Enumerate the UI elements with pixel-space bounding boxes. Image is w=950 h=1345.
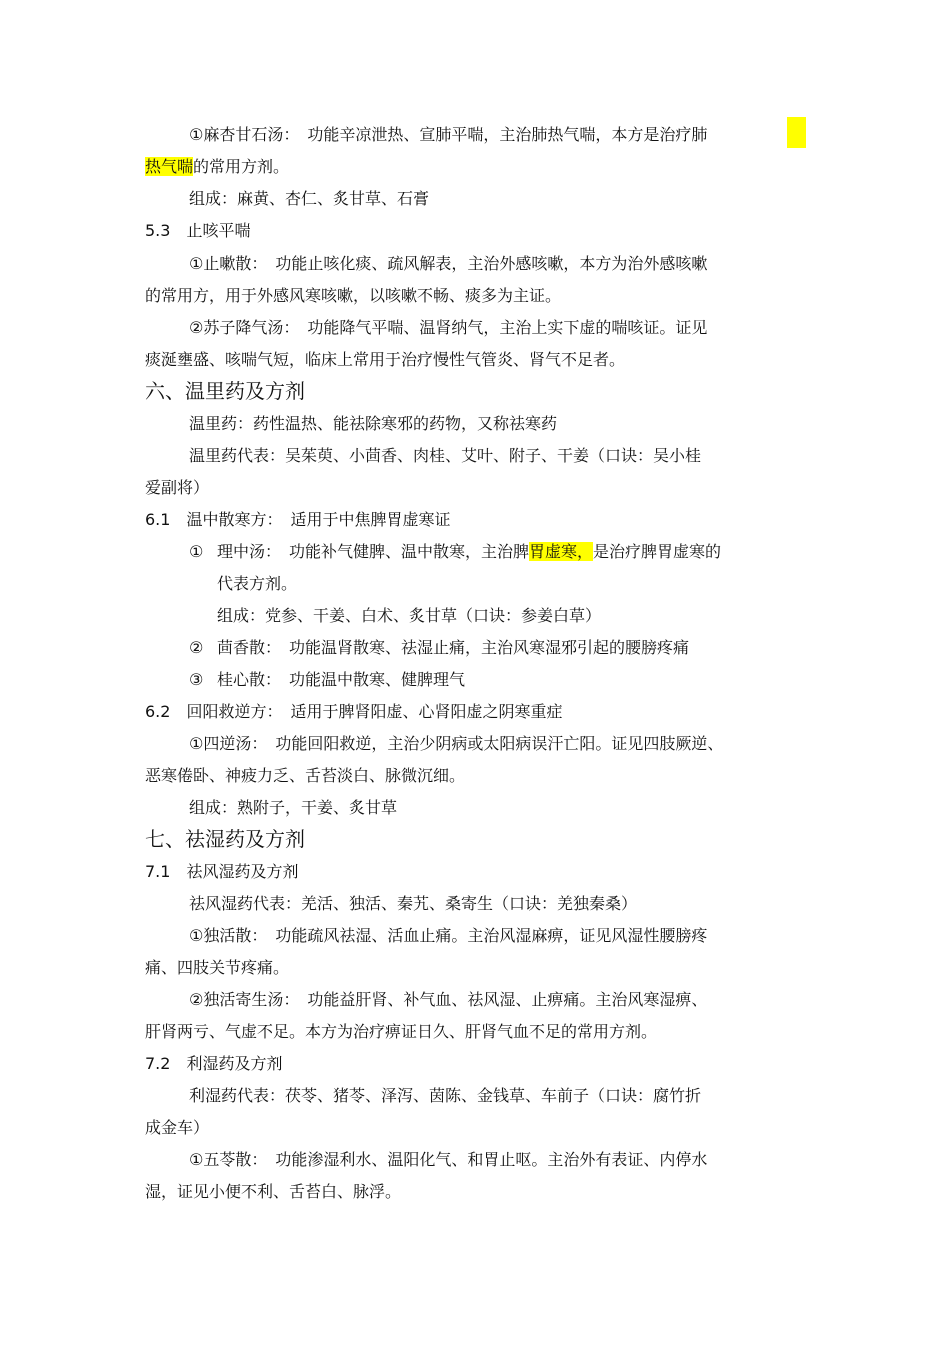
- text-line: ①独活散： 功能疏风祛湿、活血止痛。主治风湿麻痹，证见风湿性腰膀疼: [189, 926, 708, 945]
- text-line: [145, 156, 289, 178]
- text-line: ①四逆汤： 功能回阳救逆，主治少阴病或太阳病误汗亡阳。证见四肢厥逆、: [189, 734, 724, 753]
- section-heading: 6.1 温中散寒方： 适用于中焦脾胃虚寒证: [145, 510, 451, 529]
- list-number: ③: [189, 670, 204, 689]
- text-line: 痛、四肢关节疼痛。: [145, 958, 290, 977]
- text-line: 组成：熟附子，干姜、炙甘草: [189, 798, 398, 817]
- text-line: 温里药代表：吴茱萸、小茴香、肉桂、艾叶、附子、干姜（口诀：吴小桂: [189, 446, 702, 465]
- text-line: 祛风湿药代表：羌活、独活、秦艽、桑寄生（口诀：羌独秦桑）: [189, 894, 638, 913]
- highlighted-text: 热气喘: [145, 157, 194, 176]
- chapter-heading: 七、祛湿药及方剂: [145, 827, 305, 851]
- text-line: 湿，证见小便不利、舌苔白、脉浮。: [145, 1182, 402, 1201]
- text-line: [217, 541, 721, 563]
- text-line: 组成：麻黄、杏仁、炙甘草、石膏: [189, 189, 430, 208]
- text-line: ①麻杏甘石汤： 功能辛凉泄热、宣肺平喘，主治肺热气喘，本方是治疗肺: [189, 125, 708, 144]
- section-heading: 7.2 利湿药及方剂: [145, 1054, 283, 1073]
- list-number: ①: [189, 542, 204, 561]
- text-span: 是治疗脾胃虚寒的: [593, 542, 722, 561]
- text-line: 温里药：药性温热、能祛除寒邪的药物，又称祛寒药: [189, 414, 558, 433]
- text-line: 代表方剂。: [217, 574, 298, 593]
- text-line: 恶寒倦卧、神疲力乏、舌苔淡白、脉微沉细。: [145, 766, 466, 785]
- text-line: 痰涎壅盛、咳喘气短，临床上常用于治疗慢性气管炎、肾气不足者。: [145, 350, 626, 369]
- section-heading: 5.3 止咳平喘: [145, 221, 251, 240]
- text-line: ①止嗽散： 功能止咳化痰、疏风解表，主治外感咳嗽，本方为治外感咳嗽: [189, 254, 708, 273]
- text-line: 茴香散： 功能温肾散寒、祛湿止痛，主治风寒湿邪引起的腰膀疼痛: [217, 638, 690, 657]
- highlight-mark: [787, 117, 806, 148]
- text-line: 肝肾两亏、气虚不足。本方为治疗痹证日久、肝肾气血不足的常用方剂。: [145, 1022, 658, 1041]
- text-span: 的常用方剂。: [193, 157, 290, 176]
- text-line: 的常用方，用于外感风寒咳嗽，以咳嗽不畅、痰多为主证。: [145, 286, 562, 305]
- chapter-heading: 六、温里药及方剂: [145, 379, 305, 403]
- highlighted-text: 胃虚寒，: [529, 542, 594, 561]
- text-span: 理中汤： 功能补气健脾、温中散寒，主治脾: [217, 542, 530, 561]
- text-line: 成金车）: [145, 1118, 210, 1137]
- text-line: ②苏子降气汤： 功能降气平喘、温肾纳气，主治上实下虚的喘咳证。证见: [189, 318, 708, 337]
- text-line: ②独活寄生汤： 功能益肝肾、补气血、祛风湿、止痹痛。主治风寒湿痹、: [189, 990, 708, 1009]
- section-heading: 7.1 祛风湿药及方剂: [145, 862, 299, 881]
- text-line: 爱副将）: [145, 478, 210, 497]
- list-number: ②: [189, 638, 204, 657]
- section-heading: 6.2 回阳救逆方： 适用于脾肾阳虚、心肾阳虚之阴寒重症: [145, 702, 563, 721]
- text-line: 桂心散： 功能温中散寒、健脾理气: [217, 670, 466, 689]
- text-line: 利湿药代表：茯苓、猪苓、泽泻、茵陈、金钱草、车前子（口诀：腐竹折: [189, 1086, 702, 1105]
- text-line: 组成：党参、干姜、白术、炙甘草（口诀：参姜白草）: [217, 606, 602, 625]
- text-line: ①五苓散： 功能渗湿利水、温阳化气、和胃止呕。主治外有表证、内停水: [189, 1150, 708, 1169]
